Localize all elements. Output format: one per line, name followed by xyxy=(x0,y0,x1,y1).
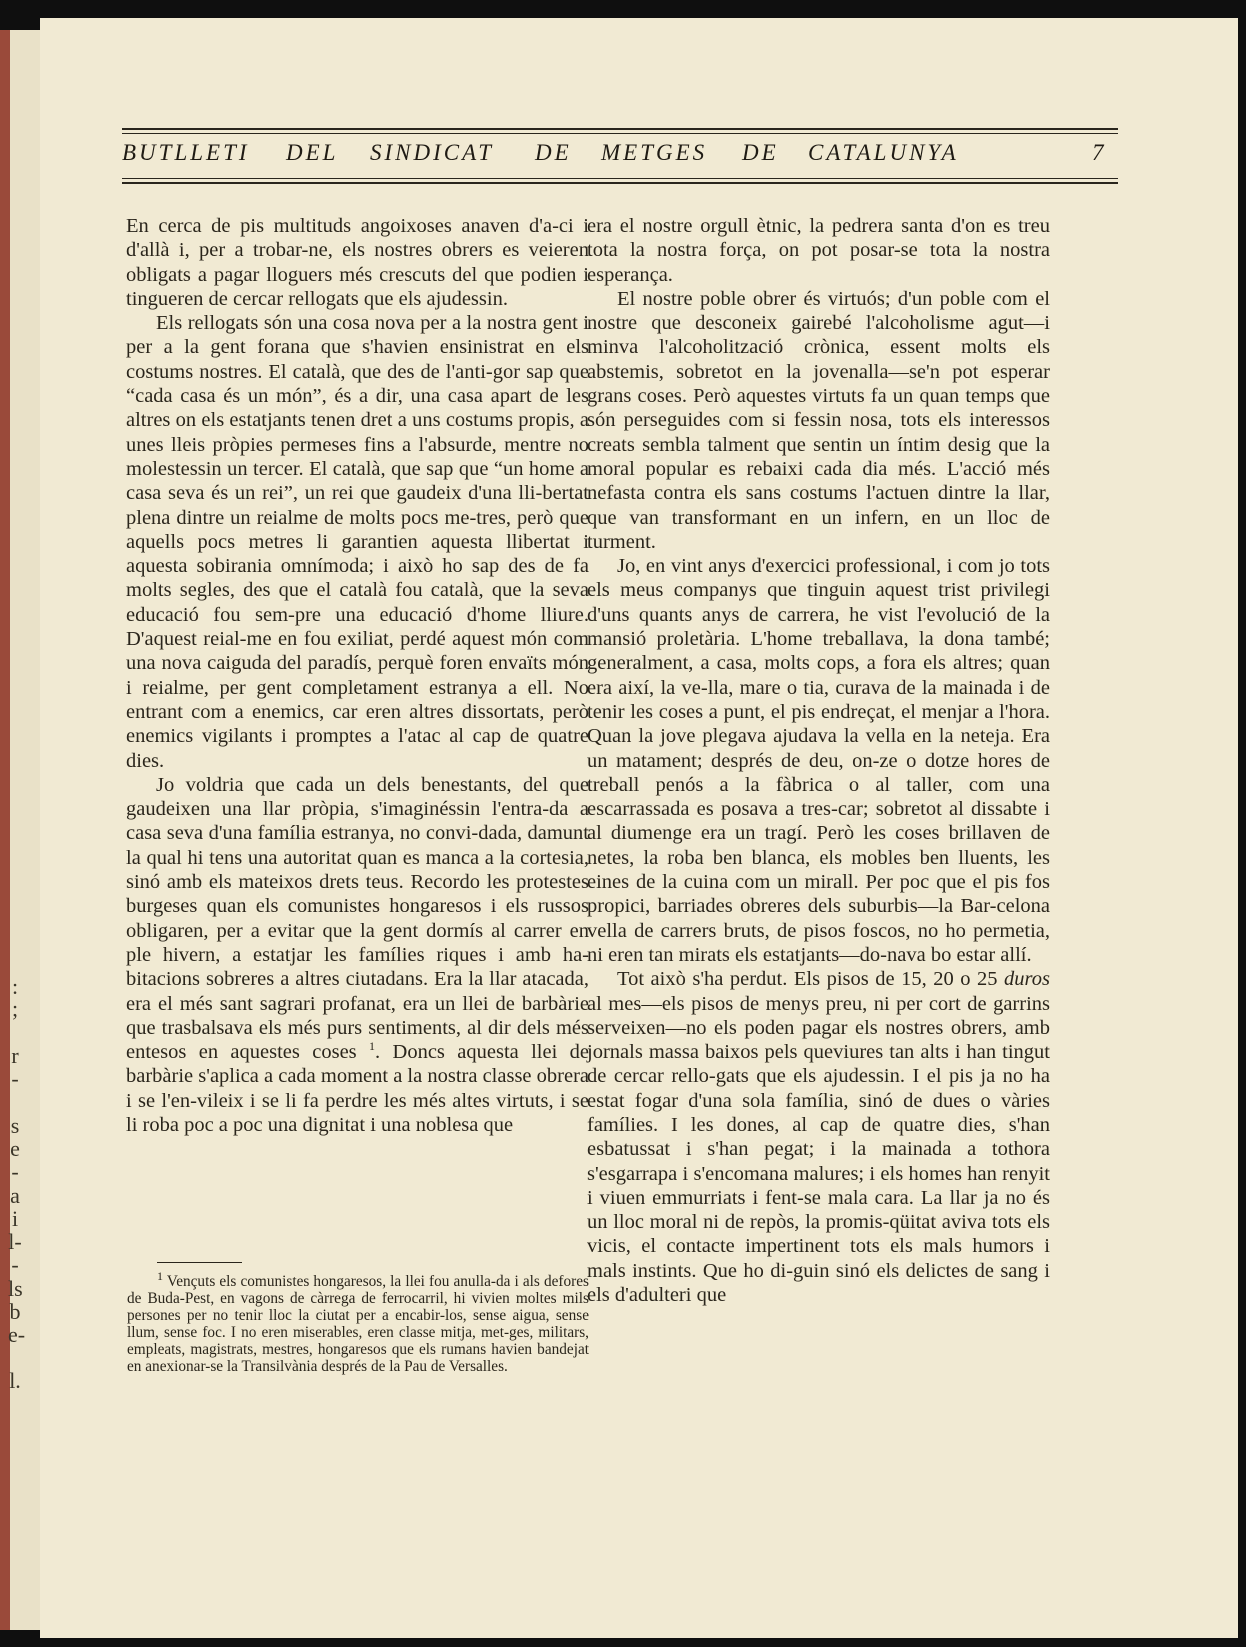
margin-fragment: r xyxy=(11,1043,19,1068)
paragraph-text: Jo voldria que cada un dels benestants, del que gaudeixen una llar pròpia, s'imaginéssin l'entra-da a casa seva d'una família estranya, no convi-dada, damunt la qual hi tens una autoritat quan es manca a la cortesia, sinó amb els mateixos drets teus. Recordo les protestes burgeses quan els comunistes hongaresos i els russos obligaren, per a evitar que la gent dormís al carrer en ple hivern, a estatjar les famílies riques i amb ha-bitacions sobreres a altres ciutadans. Era la llar atacada, era el més sant sagrari profanat, era un llei de barbàrie que trasbalsava els més purs sentiments, al dir dels més entesos en aquestes coses xyxy=(126,773,589,1064)
header-word: METGES xyxy=(601,140,708,165)
footnote-reference: 1 xyxy=(369,1039,376,1054)
margin-fragment: - xyxy=(11,1159,19,1184)
margin-fragment: e xyxy=(10,1136,20,1161)
margin-fragment: e- xyxy=(8,1322,26,1347)
running-header xyxy=(122,140,1118,174)
footnote-marker: 1 xyxy=(157,1268,163,1283)
header-word: DEL xyxy=(286,140,339,165)
margin-fragment: a xyxy=(10,1183,20,1208)
margin-fragment: b xyxy=(9,1299,21,1324)
margin-fragment: l. xyxy=(9,1368,21,1393)
page-number: 7 xyxy=(1092,140,1107,165)
margin-fragment: : xyxy=(11,974,19,999)
journal-page xyxy=(40,18,1238,1638)
margin-fragment: - xyxy=(11,1252,19,1277)
footnote-body: Vençuts els comunistes hongaresos, la llei fou anulla-da i als defores de Buda-Pest, en vagons de càrrega de ferrocarril, hi vivien moltes mils persones per no tenir lloc la ciutat per a encabir-los, sense aigua, sense llum, sense foc. I no eren miserables, eren classe mitja, met-ges, militars, empleats, magistrats, mestres, hongaresos que els rumans havien bandejat en anexionar-se la Transilvània després de la Pau de Versalles. xyxy=(127,1273,589,1375)
footnote-separator xyxy=(157,1262,242,1263)
margin-fragment: l- xyxy=(8,1229,22,1254)
header-word: DE xyxy=(742,140,779,165)
paragraph: era el nostre orgull ètnic, la pedrera santa d'on es treu tota la nostra força, on pot posar-se tota la nostra esperança. xyxy=(587,215,1050,286)
paragraph: En cerca de pis multituds angoixoses anaven d'a-ci i d'allà i, per a trobar-ne, els nostres obrers es veieren obligats a pagar lloguers més crescuts del que podien i tingueren de cercar rellogats que els ajudessin. xyxy=(126,215,589,310)
margin-fragment: ls xyxy=(8,1276,23,1301)
paragraph xyxy=(587,967,1050,1307)
header-word: DE xyxy=(535,140,572,165)
left-column xyxy=(126,214,589,1137)
footnote-text xyxy=(127,1268,589,1375)
margin-fragment: - xyxy=(11,1066,19,1091)
paragraph: El nostre poble obrer és virtuós; d'un poble com el nostre que desconeix gairebé l'alcoholisme agut—i minva l'alcoholització crònica, essent molts els abstemis, sobretot en la jovenalla—se'n pot esperar grans coses. Però aquestes virtuts fa un quan temps que són perseguides com si fessin nosa, tots els interessos creats sembla talment que sentin un íntim desig que la moral popular es rebaixi cada dia més. L'acció més nefasta contra els sans costums l'actuen dintre la llar, que van transformant en un infern, en un lloc de turment. xyxy=(587,287,1050,553)
header-word: CATALUNYA xyxy=(808,140,959,165)
paragraph-text: al mes—els pisos de menys preu, ni per cort de garrins serveixen—no els poden pagar els nostres obrers, amb jornals massa baixos pels queviures tan alts i han tingut de cercar rello-gats que els ajudessin. I el pis ja no ha estat fogar d'una sola família, sinó de dues o vàries famílies. I les dones, al cap de quatre dies, s'han esbatussat i s'han pegat; i la mainada a tothora s'esgarrapa i s'encomana malures; i els homes han renyit i viuen emmurriats i fent-se mala cara. La llar ja no és un lloc moral ni de repòs, la promis-qüitat aviva tots els vicis, el contacte impertinent tots els mals humors i mals instints. Que ho di-guin sinó els delictes de sang i els d'adulteri que xyxy=(587,992,1050,1307)
paragraph-text: Tot això s'ha perdut. Els pisos de 15, 20 o 25 xyxy=(617,968,1005,991)
paragraph xyxy=(126,773,589,1137)
margin-fragment: s xyxy=(10,1113,20,1138)
header-top-rule xyxy=(122,128,1118,130)
emphasis: duros xyxy=(1004,968,1050,991)
right-column xyxy=(587,214,1050,1307)
header-top-rule-thin xyxy=(122,133,1118,134)
header-bottom-rule xyxy=(122,182,1118,184)
footnote xyxy=(127,1268,589,1375)
header-word: SINDICAT xyxy=(370,140,495,165)
header-bottom-rule-thin xyxy=(122,178,1118,179)
paragraph: Jo, en vint anys d'exercici professional, i com jo tots els meus companys que tinguin aquest trist privilegi d'uns quants anys de carrera, he vist l'evolució de la mansió proletària. L'home treballava, la dona també; generalment, a casa, molts cops, a fora els altres; quan era així, la ve-lla, mare o tia, curava de la mainada i de tenir les coses a punt, el pis endreçat, el menjar a l'hora. Quan la jove plegava ajudava la vella en la neteja. Era un matament; després de deu, on-ze o dotze hores de treball penós a la fàbrica o al taller, com una escarrassada es posava a tres-car; sobretot al dissabte i al diumenge era un tragí. Però les coses brillaven de netes, la roba ben blanca, els mobles ben lluents, les eines de la cuina com un mirall. Per poc que el pis fos propici, barriades obreres dels suburbis—la Bar-celona vella de carrers bruts, de pisos foscos, no ho permetia, ni eren tan mirats els estatjants—do-nava bo estar allí. xyxy=(587,555,1050,966)
margin-fragment: ; xyxy=(11,996,19,1021)
paragraph-text: . Doncs aquesta llei de barbàrie s'aplica a cada moment a la nostra classe obrera i se l'en-vileix i se li fa perdre les més altes virtuts, i se li roba poc a poc una dignitat i una noblesa que xyxy=(126,1041,590,1136)
header-word: BUTLLETI xyxy=(122,140,250,165)
paragraph: Els rellogats són una cosa nova per a la nostra gent i per a la gent forana que s'havien ensinistrat en els costums nostres. El català, que des de l'anti-gor sap que “cada casa és un món”, és a dir, una casa apart de les altres on els estatjants tenen dret a uns costums propis, a unes lleis pròpies permeses fins a l'absurde, mentre no molestessin un tercer. El català, que sap que “un home a casa seva és un rei”, un rei que gaudeix d'una lli-bertat plena dintre un reialme de molts pocs me-tres, però que aquells pocs metres li garantien aquesta llibertat i aquesta sobirania omnímoda; i això ho sap des de fa molts segles, des que el català fou català, que la seva educació fou sem-pre una educació d'home lliure. D'aquest reial-me en fou exiliat, perdé aquest món com una nova caiguda del paradís, perquè foren envaïts món i reialme, per gent completament estranya a ell. No entrant com a enemics, car eren altres dissortats, però enemics vigilants i promptes a l'atac al cap de quatre dies. xyxy=(126,312,589,772)
margin-fragment: i xyxy=(11,1206,19,1231)
